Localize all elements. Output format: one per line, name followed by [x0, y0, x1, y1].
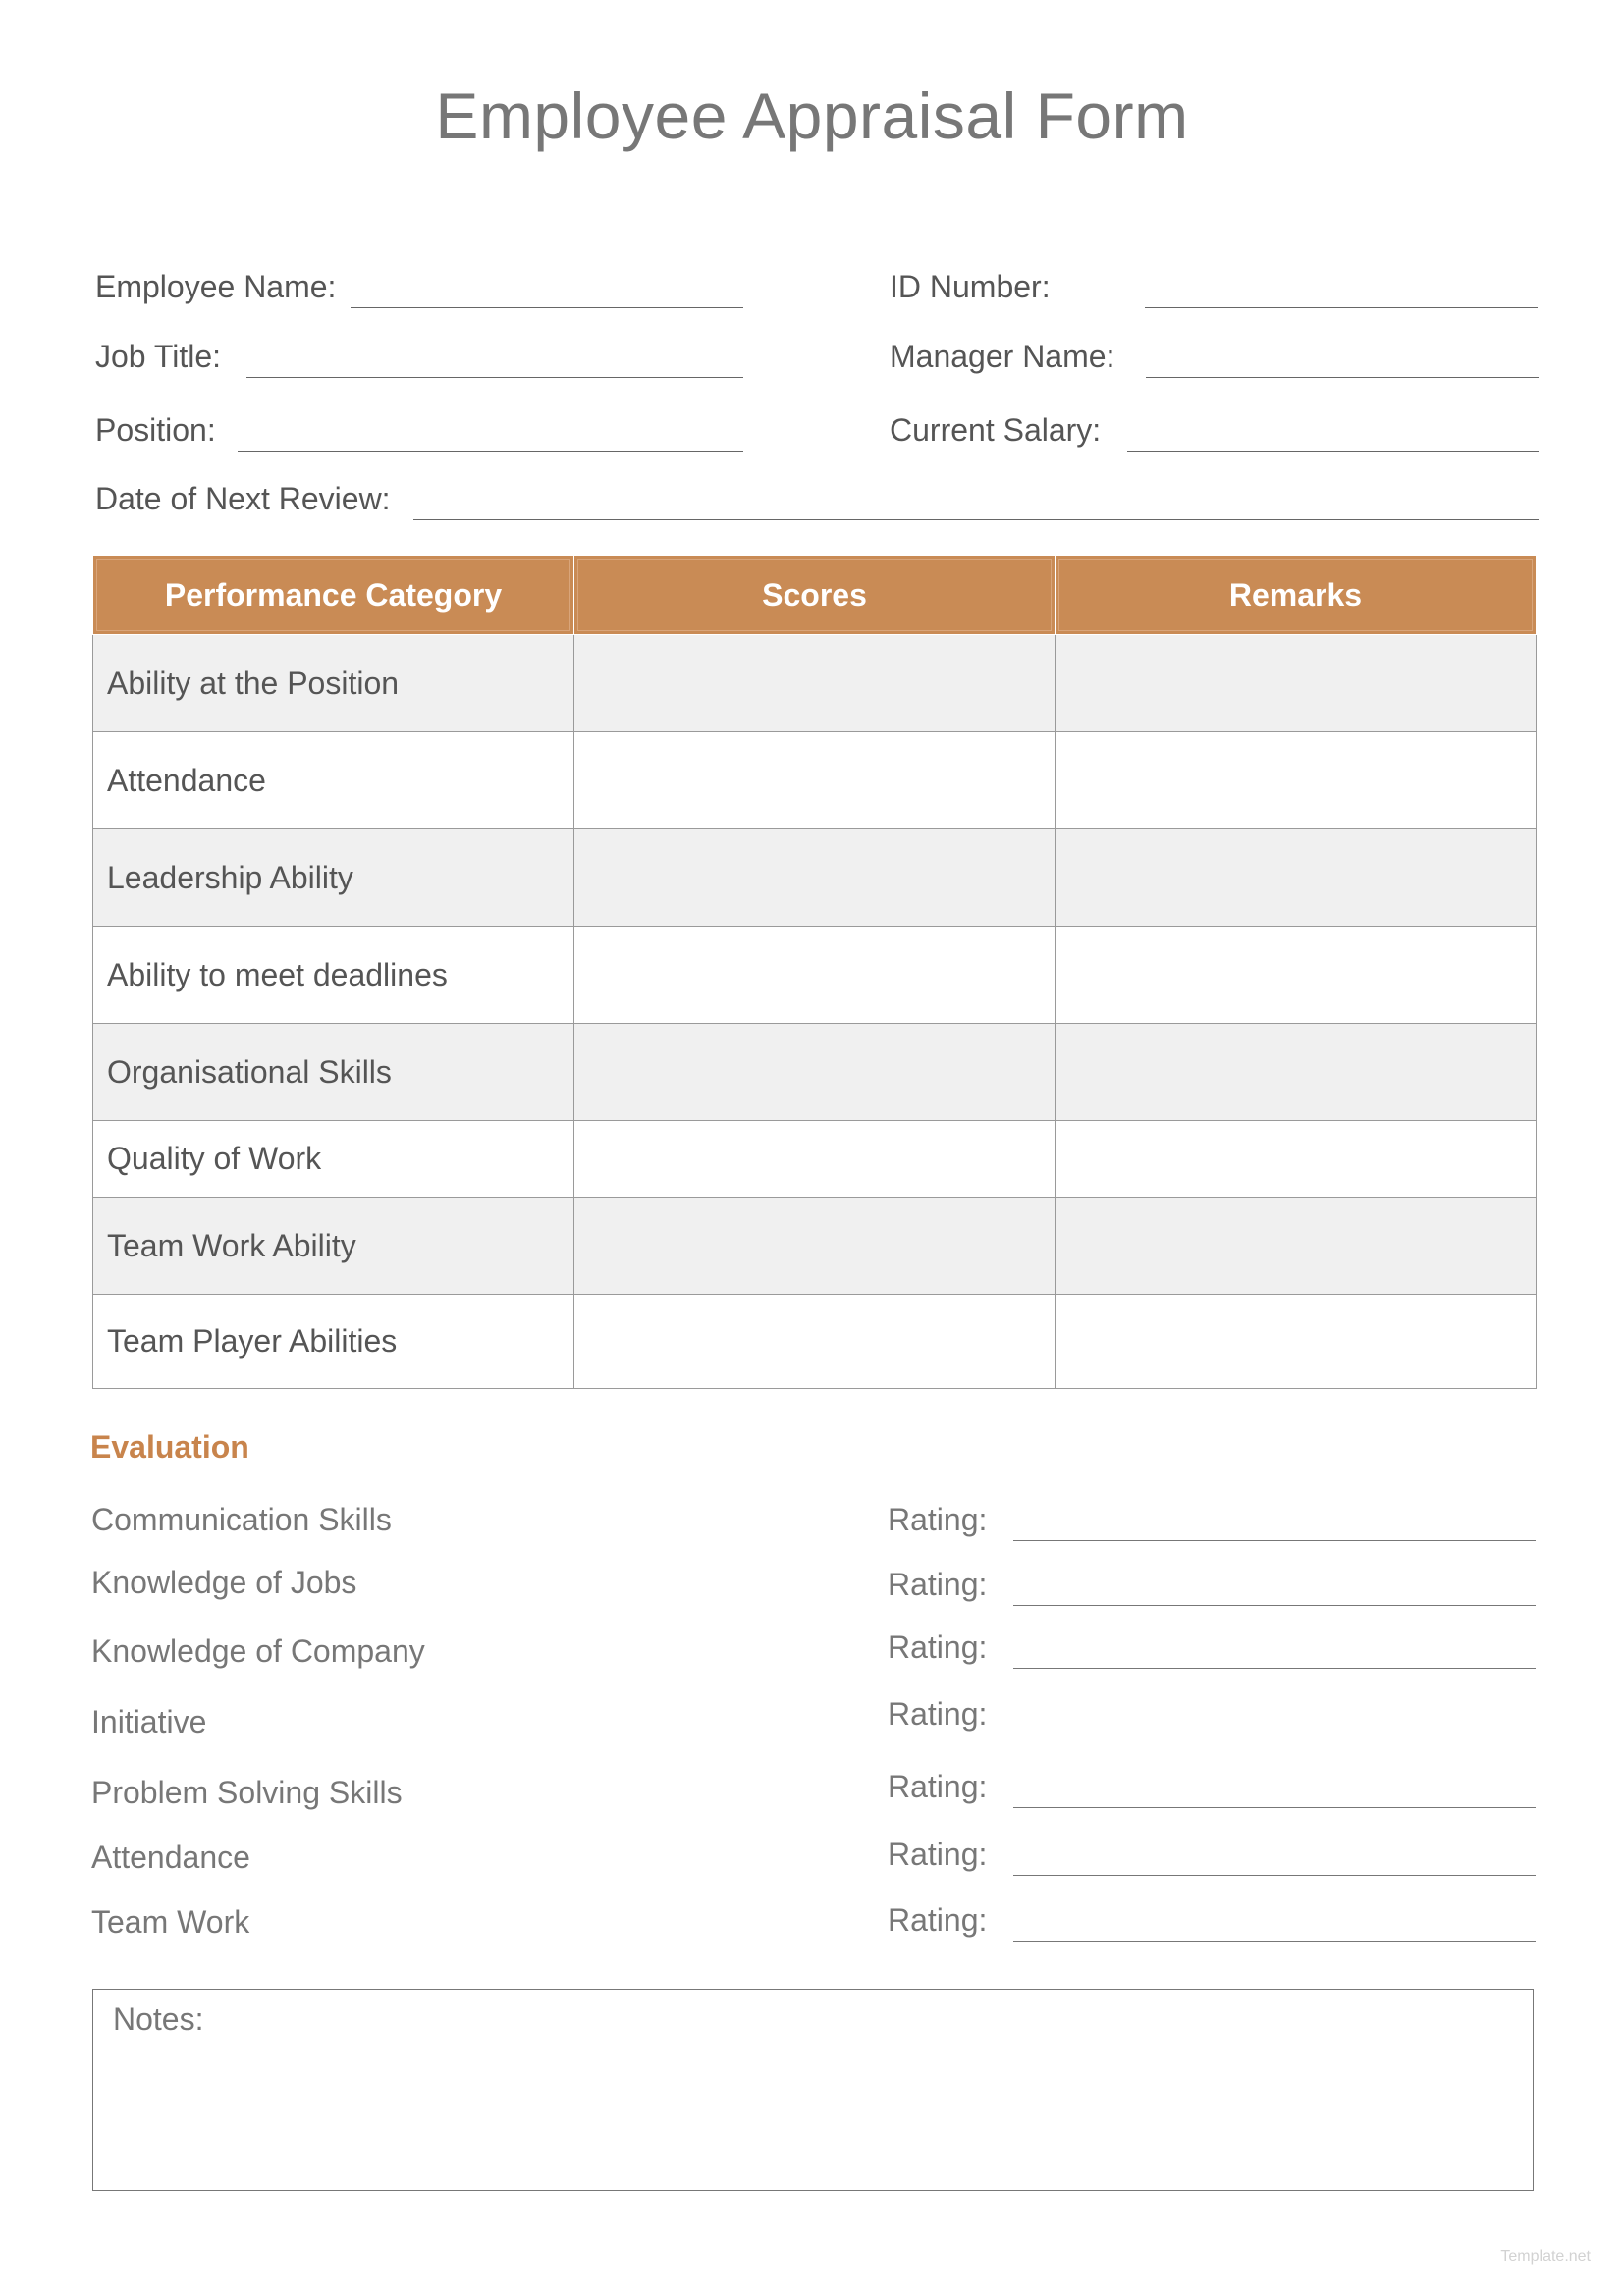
evaluation-item: Knowledge of Jobs — [91, 1565, 357, 1600]
score-cell[interactable] — [574, 1024, 1056, 1121]
table-row — [93, 927, 1537, 1024]
category-cell: Organisational Skills — [93, 1024, 574, 1121]
table-row — [93, 635, 1537, 732]
remarks-cell[interactable] — [1056, 635, 1537, 732]
category-cell: Team Work Ability — [93, 1198, 574, 1295]
remarks-cell[interactable] — [1056, 927, 1537, 1024]
evaluation-item: Knowledge of Company — [91, 1633, 425, 1669]
rating-label: Rating: — [888, 1502, 988, 1537]
rating-line[interactable] — [1013, 1807, 1536, 1808]
remarks-cell[interactable] — [1056, 1024, 1537, 1121]
employee-name-line[interactable] — [351, 307, 743, 308]
id-number-label: ID Number: — [890, 269, 1051, 304]
rating-field[interactable] — [888, 1902, 1536, 1942]
evaluation-item: Initiative — [91, 1704, 207, 1739]
job-title-field[interactable] — [95, 339, 743, 378]
evaluation-item: Team Work — [91, 1904, 250, 1940]
evaluation-item: Communication Skills — [91, 1502, 392, 1537]
rating-line[interactable] — [1013, 1941, 1536, 1942]
rating-line[interactable] — [1013, 1668, 1536, 1669]
page-title: Employee Appraisal Form — [435, 80, 1189, 152]
employee-name-field[interactable] — [95, 269, 743, 308]
next-review-line[interactable] — [413, 519, 1539, 520]
remarks-cell[interactable] — [1056, 829, 1537, 927]
position-label: Position: — [95, 412, 216, 448]
evaluation-item: Problem Solving Skills — [91, 1775, 403, 1810]
rating-label: Rating: — [888, 1837, 988, 1872]
evaluation-item: Attendance — [91, 1840, 250, 1875]
table-row — [93, 829, 1537, 927]
rating-field[interactable] — [888, 1629, 1536, 1669]
position-line[interactable] — [238, 451, 743, 452]
next-review-label: Date of Next Review: — [95, 481, 391, 516]
rating-label: Rating: — [888, 1769, 988, 1804]
category-cell: Quality of Work — [93, 1121, 574, 1198]
rating-field[interactable] — [888, 1696, 1536, 1735]
category-cell: Ability to meet deadlines — [93, 927, 574, 1024]
remarks-cell[interactable] — [1056, 1198, 1537, 1295]
id-number-line[interactable] — [1145, 307, 1538, 308]
table-row — [93, 1198, 1537, 1295]
performance-table — [92, 555, 1537, 1389]
job-title-line[interactable] — [246, 377, 743, 378]
table-header-row — [93, 556, 1537, 635]
category-cell: Attendance — [93, 732, 574, 829]
score-cell[interactable] — [574, 829, 1056, 927]
manager-name-label: Manager Name: — [890, 339, 1115, 374]
rating-field[interactable] — [888, 1502, 1536, 1541]
header-remarks: Remarks — [1056, 556, 1537, 635]
header-performance-category: Performance Category — [93, 556, 574, 635]
table-row — [93, 732, 1537, 829]
rating-field[interactable] — [888, 1837, 1536, 1876]
id-number-field[interactable] — [890, 269, 1538, 308]
header-scores: Scores — [574, 556, 1056, 635]
remarks-cell[interactable] — [1056, 1121, 1537, 1198]
table-row — [93, 1024, 1537, 1121]
category-cell: Team Player Abilities — [93, 1295, 574, 1389]
score-cell[interactable] — [574, 1121, 1056, 1198]
category-cell: Leadership Ability — [93, 829, 574, 927]
rating-line[interactable] — [1013, 1605, 1536, 1606]
watermark-footer: Template.net — [1500, 2248, 1591, 2265]
category-cell: Ability at the Position — [93, 635, 574, 732]
remarks-cell[interactable] — [1056, 732, 1537, 829]
rating-label: Rating: — [888, 1902, 988, 1938]
notes-box[interactable] — [92, 1989, 1534, 2191]
rating-field[interactable] — [888, 1769, 1536, 1808]
manager-name-line[interactable] — [1146, 377, 1539, 378]
rating-label: Rating: — [888, 1696, 988, 1732]
rating-line[interactable] — [1013, 1875, 1536, 1876]
current-salary-field[interactable] — [890, 412, 1539, 452]
rating-line[interactable] — [1013, 1540, 1536, 1541]
score-cell[interactable] — [574, 1295, 1056, 1389]
manager-name-field[interactable] — [890, 339, 1539, 378]
job-title-label: Job Title: — [95, 339, 222, 374]
score-cell[interactable] — [574, 1198, 1056, 1295]
rating-label: Rating: — [888, 1567, 988, 1602]
rating-field[interactable] — [888, 1567, 1536, 1606]
position-field[interactable] — [95, 412, 743, 452]
current-salary-label: Current Salary: — [890, 412, 1102, 448]
employee-name-label: Employee Name: — [95, 269, 337, 304]
table-row — [93, 1295, 1537, 1389]
notes-label: Notes: — [113, 2002, 204, 2037]
score-cell[interactable] — [574, 635, 1056, 732]
score-cell[interactable] — [574, 927, 1056, 1024]
current-salary-line[interactable] — [1127, 451, 1539, 452]
table-row — [93, 1121, 1537, 1198]
remarks-cell[interactable] — [1056, 1295, 1537, 1389]
rating-label: Rating: — [888, 1629, 988, 1665]
score-cell[interactable] — [574, 732, 1056, 829]
evaluation-heading: Evaluation — [90, 1429, 249, 1465]
next-review-field[interactable] — [95, 481, 1539, 520]
